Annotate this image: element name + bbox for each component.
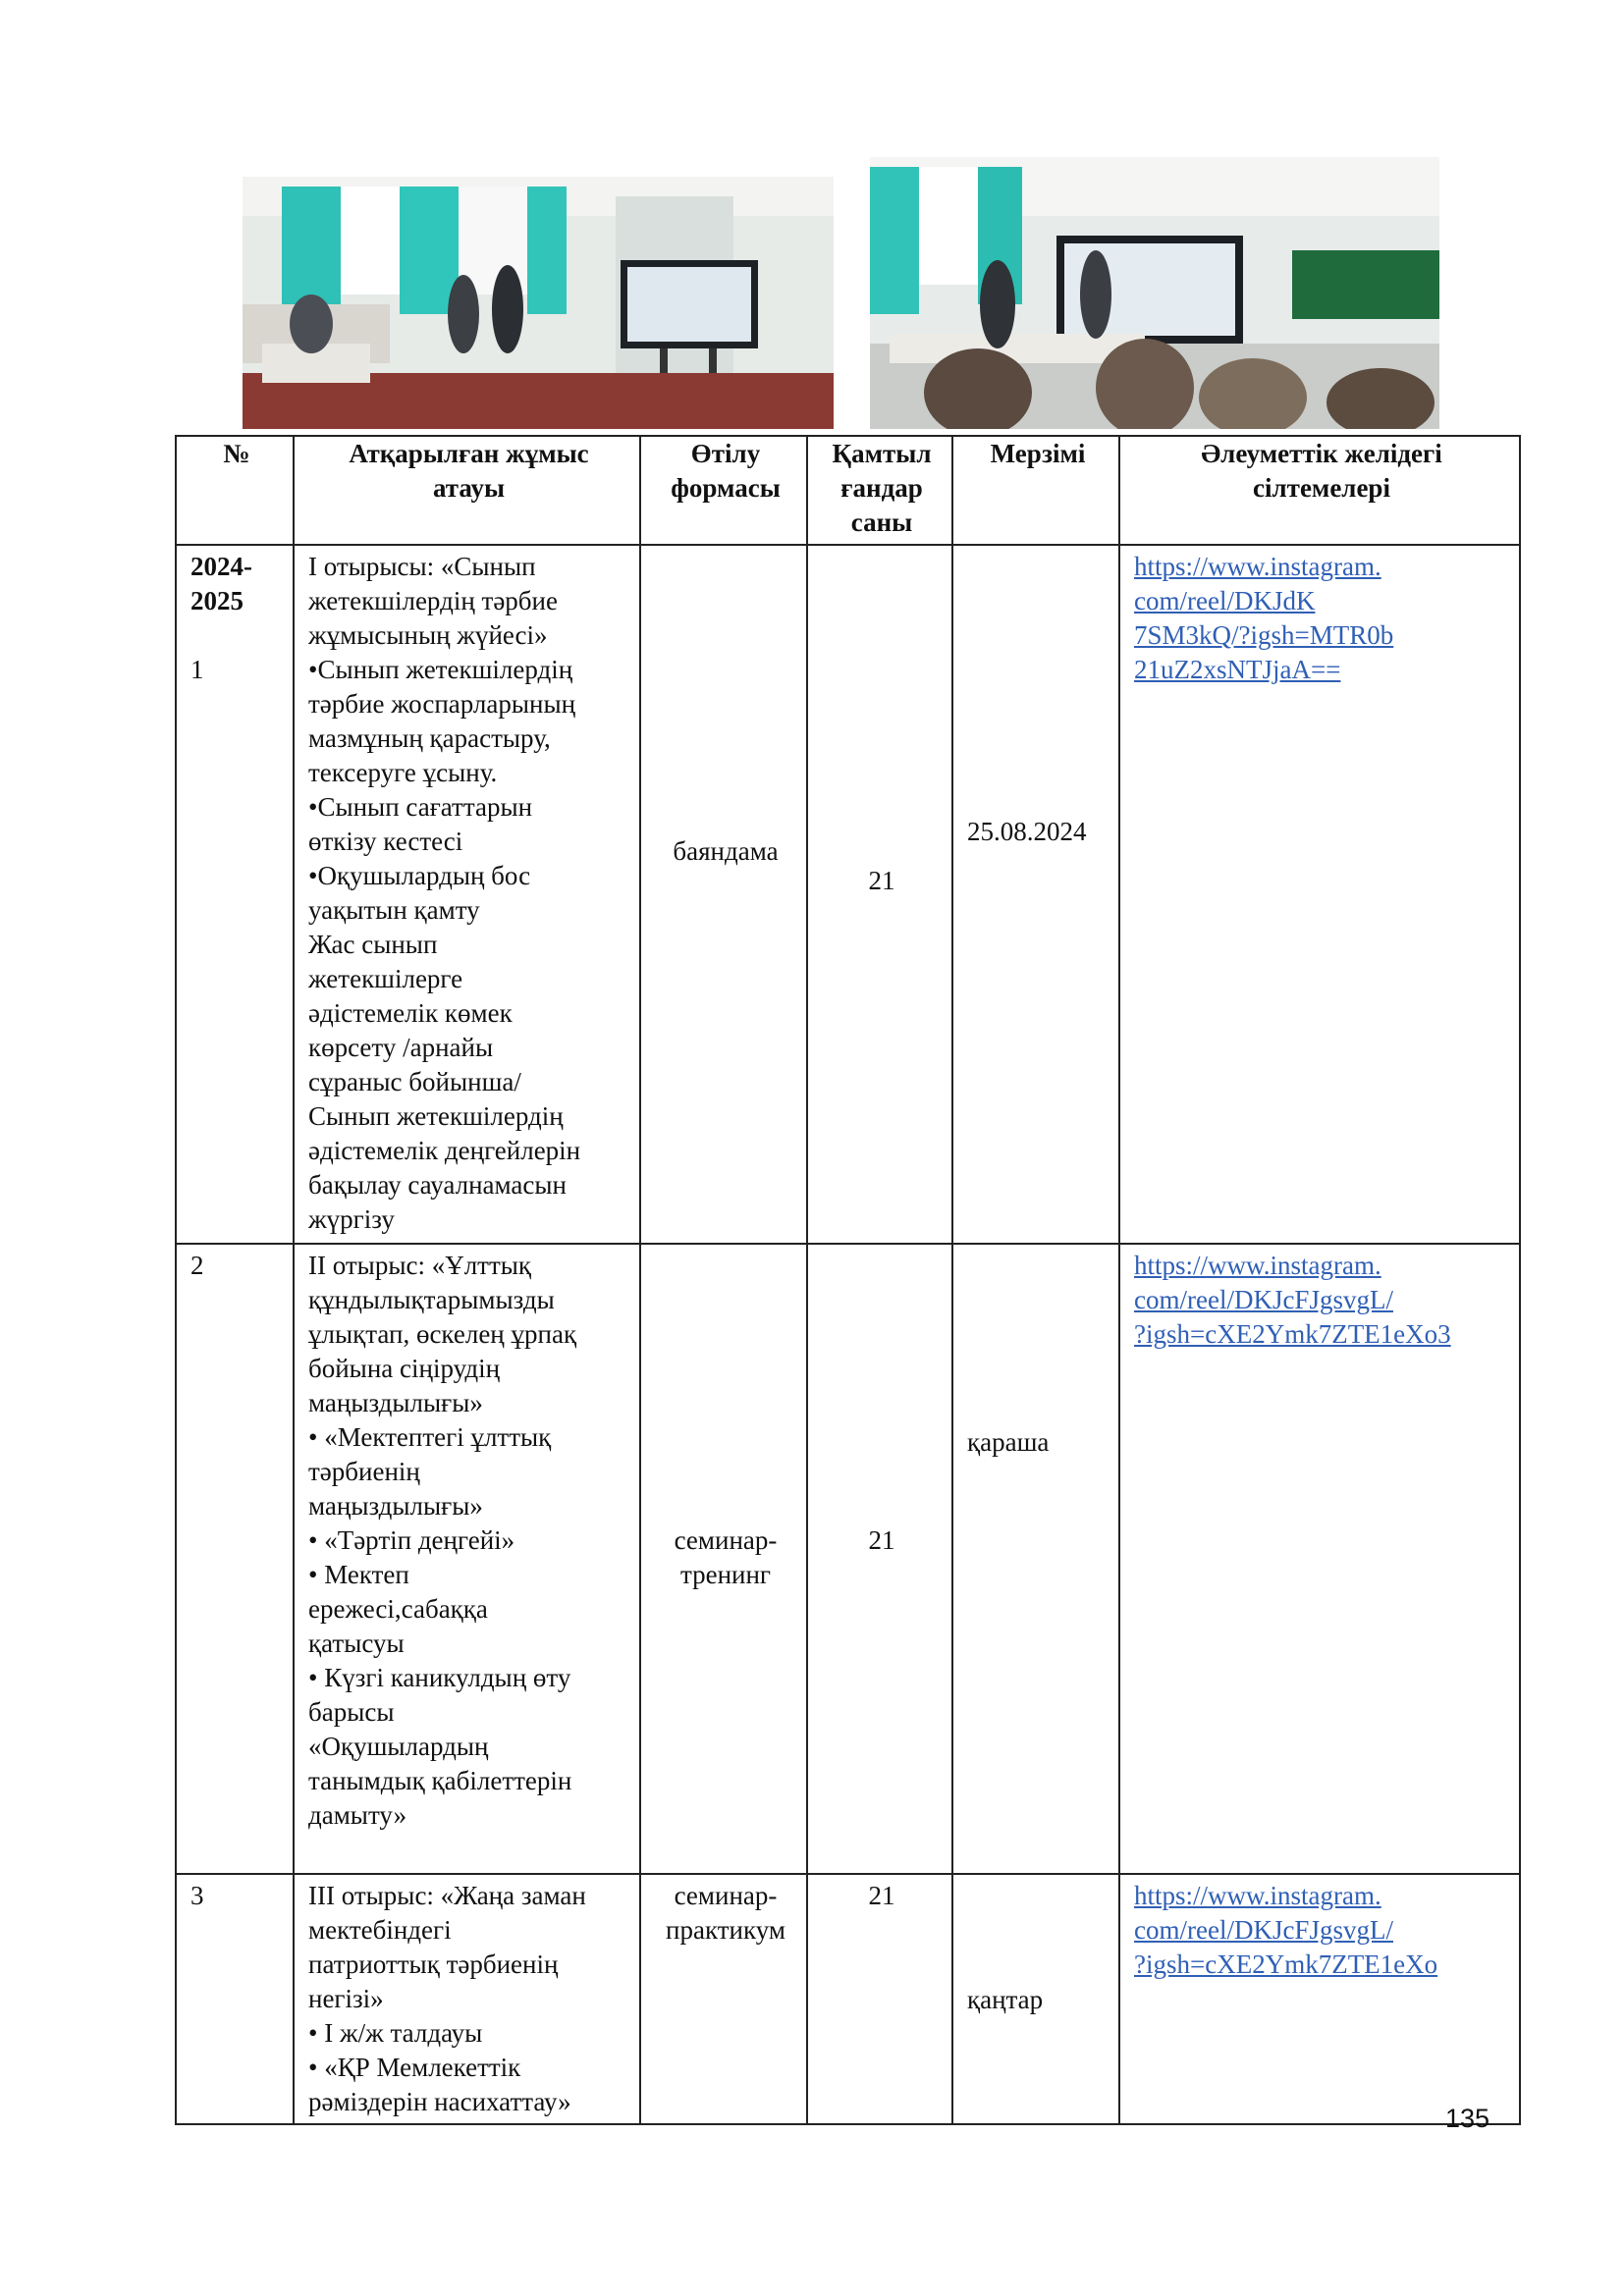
row-2-count-cell: 21: [807, 1244, 952, 1874]
row-1-title-cell: [294, 545, 640, 1244]
instagram-link-line[interactable]: https://www.instagram.: [1134, 1251, 1381, 1280]
row-1-form-cell: баяндама: [640, 545, 807, 1244]
header-date: Мерзімі: [952, 436, 1119, 545]
title-line: жетекшілерге: [308, 964, 463, 993]
row-2-date-cell: қараша: [952, 1244, 1119, 1874]
header-form: Өтілу формасы: [640, 436, 807, 545]
title-line: • «Тәртіп деңгейі»: [308, 1525, 515, 1555]
title-line: жүргізу: [308, 1204, 395, 1234]
title-line: өткізу кестесі: [308, 827, 463, 856]
row-3-title-cell: [294, 1874, 640, 2124]
title-line: • «Мектептегі ұлттық: [308, 1422, 552, 1452]
table-row: [176, 1874, 1520, 2124]
table-row: [176, 545, 1520, 1244]
row-number: 1: [190, 655, 204, 684]
instagram-link-line[interactable]: ?igsh=cXE2Ymk7ZTE1eXo3: [1134, 1319, 1451, 1349]
title-line: • «ҚР Мемлекеттік: [308, 2053, 521, 2082]
title-line: •Сынып сағаттарын: [308, 792, 533, 822]
title-line: жетекшілердің тәрбие: [308, 586, 558, 615]
instagram-link-line[interactable]: https://www.instagram.: [1134, 552, 1381, 581]
title-line: ІІІ отырыс: «Жаңа заман: [308, 1881, 586, 1910]
title-line: танымдық қабілеттерін: [308, 1766, 572, 1795]
title-line: тәрбие жоспарларының: [308, 689, 576, 719]
title-line: тексеруге ұсыну.: [308, 758, 498, 787]
row-3-number-cell: [176, 1874, 294, 2124]
header-participants-count: Қамтыл ғандар саны: [807, 436, 952, 545]
table-header-row: [176, 436, 1520, 545]
title-line: І отырысы: «Сынып: [308, 552, 536, 581]
title-line: негізі»: [308, 1984, 384, 2013]
title-line: бойына сіңірудің: [308, 1354, 501, 1383]
row-3-form-cell: семинар- практикум: [640, 1874, 807, 2124]
row-3-date-cell: қаңтар: [952, 1874, 1119, 2124]
classroom-photo-1-image: [243, 177, 834, 429]
title-line: мектебіндегі: [308, 1915, 452, 1945]
instagram-link-line[interactable]: ?igsh=cXE2Ymk7ZTE1eXo: [1134, 1949, 1438, 1979]
academic-year: 2024-: [190, 552, 252, 581]
title-line: •Оқушылардың бос: [308, 861, 531, 890]
title-line: тәрбиенің: [308, 1457, 420, 1486]
title-line: мазмұның қарастыру,: [308, 723, 551, 753]
row-2-title-cell: [294, 1244, 640, 1874]
row-1-link-cell[interactable]: [1119, 545, 1520, 1244]
title-line: • Мектеп: [308, 1560, 409, 1589]
row-3-link-cell[interactable]: [1119, 1874, 1520, 2124]
row-number: 3: [190, 1881, 204, 1910]
classroom-photo-2-image: [870, 157, 1439, 429]
instagram-link-line[interactable]: com/reel/DKJdK: [1134, 586, 1316, 615]
row-2-form-cell: семинар- тренинг: [640, 1244, 807, 1874]
title-line: барысы: [308, 1697, 395, 1727]
activity-report-table: [175, 435, 1521, 2125]
title-line: маңыздылығы»: [308, 1491, 483, 1521]
title-line: әдістемелік деңгейлерін: [308, 1136, 581, 1165]
title-line: құндылықтарымызды: [308, 1285, 555, 1314]
classroom-photo-1: [243, 177, 834, 429]
row-2-link-cell[interactable]: [1119, 1244, 1520, 1874]
title-line: ережесі,сабаққа: [308, 1594, 488, 1624]
header-number: №: [176, 436, 294, 545]
title-line: көрсету /арнайы: [308, 1033, 494, 1062]
title-line: Жас сынып: [308, 930, 438, 959]
title-line: • І ж/ж талдауы: [308, 2018, 483, 2048]
title-line: рәміздерін насихаттау»: [308, 2087, 571, 2116]
instagram-link-line[interactable]: https://www.instagram.: [1134, 1881, 1381, 1910]
classroom-photo-2: [870, 157, 1439, 429]
title-line: •Сынып жетекшілердің: [308, 655, 573, 684]
title-line: ІІ отырыс: «Ұлттық: [308, 1251, 532, 1280]
title-line: бақылау сауалнамасын: [308, 1170, 567, 1200]
header-social-links: Әлеуметтік желідегі сілтемелері: [1119, 436, 1520, 545]
table-row: [176, 1244, 1520, 1874]
title-line: ұлықтап, өскелең ұрпақ: [308, 1319, 577, 1349]
title-line: • Күзгі каникулдың өту: [308, 1663, 571, 1692]
title-line: әдістемелік көмек: [308, 998, 513, 1028]
title-line: қатысуы: [308, 1629, 405, 1658]
title-line: сұраныс бойынша/: [308, 1067, 521, 1096]
instagram-link-line[interactable]: 21uZ2xsNTJjaA==: [1134, 655, 1341, 684]
row-1-date-cell: 25.08.2024: [952, 545, 1119, 1244]
title-line: патриоттық тәрбиенің: [308, 1949, 559, 1979]
row-2-number-cell: [176, 1244, 294, 1874]
title-line: дамыту»: [308, 1800, 407, 1830]
instagram-link-line[interactable]: 7SM3kQ/?igsh=MTR0b: [1134, 620, 1394, 650]
title-line: маңыздылығы»: [308, 1388, 483, 1417]
page-number: 135: [1445, 2104, 1490, 2133]
row-1-count-cell: 21: [807, 545, 952, 1244]
title-line: «Оқушылардың: [308, 1732, 489, 1761]
title-line: Сынып жетекшілердің: [308, 1101, 564, 1131]
title-line: уақытын қамту: [308, 895, 480, 925]
instagram-link-line[interactable]: com/reel/DKJcFJgsvgL/: [1134, 1285, 1393, 1314]
row-1-number-cell: 2024- 2025 1: [176, 545, 294, 1244]
title-line: жұмысының жүйесі»: [308, 620, 548, 650]
row-number: 2: [190, 1251, 204, 1280]
header-work-title: Атқарылған жұмыс атауы: [294, 436, 640, 545]
instagram-link-line[interactable]: com/reel/DKJcFJgsvgL/: [1134, 1915, 1393, 1945]
row-3-count-cell: 21: [807, 1874, 952, 2124]
